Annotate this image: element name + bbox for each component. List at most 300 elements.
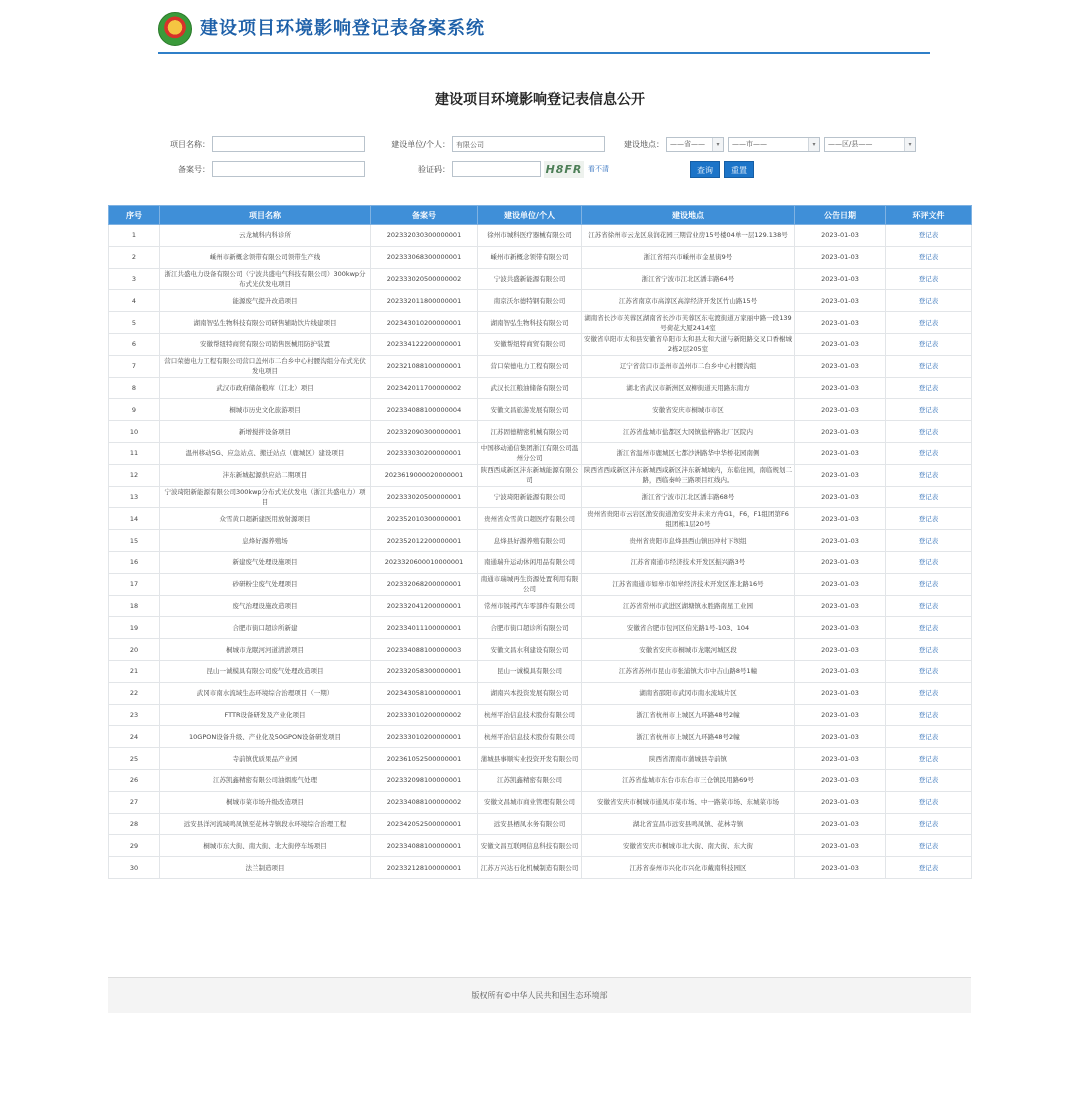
table-row (109, 835, 972, 857)
table-cell: 2023-01-03 (795, 573, 886, 595)
table-cell: 安徽省安庆市桐城市通凤市菜市场、中一路菜市场、东城菜市场 (582, 791, 795, 813)
table-cell: 浙江省宁波市江北区潘丰路64号 (582, 268, 795, 290)
table-cell: 贵州省众雪黄口超医疗有限公司 (478, 508, 582, 530)
table-cell: 5 (109, 312, 160, 334)
table-cell: 安徽省阜阳市太和县安徽省阜阳市太和县太和大道与新阳路交叉口香榭城2栋2层205室 (582, 333, 795, 355)
table-cell: 新增搅拌设备项目 (160, 421, 371, 443)
table-cell: 法兰制造项目 (160, 857, 371, 879)
col-header: 环评文件 (886, 206, 972, 225)
table-cell: 沣东新城起源供应站二期项目 (160, 464, 371, 486)
table-cell: 嵊州市新概念领带有限公司 (478, 246, 582, 268)
table-cell: FTTR设备研发及产业化项目 (160, 704, 371, 726)
table-cell: 4 (109, 290, 160, 312)
table-cell: 湖南省长沙市芙蓉区湖南省长沙市芙蓉区东屯渡街道万家丽中路一段139号荷花大厦2414室 (582, 312, 795, 334)
table-cell: 桐城市东大街、南大街、北大街停车场项目 (160, 835, 371, 857)
table-cell: 202333030200000001 (371, 442, 478, 464)
registration-form-link[interactable]: 登记表 (918, 405, 939, 414)
captcha-label: 验证码： (418, 165, 450, 174)
table-cell: 202352012200000001 (371, 530, 478, 552)
registration-form-link[interactable]: 登记表 (918, 689, 939, 698)
table-cell: 徐州市城科医疗器械有限公司 (478, 225, 582, 247)
table-cell: 2023-01-03 (795, 333, 886, 355)
table-cell: 南通市瑞城再生资源处置利用有限公司 (478, 573, 582, 595)
table-cell: 湖南智弘生物科技有限公司 (478, 312, 582, 334)
table-row (109, 442, 972, 464)
table-cell: 202332058300000001 (371, 660, 478, 682)
col-header: 建设地点 (582, 206, 795, 225)
table-cell: 202352010300000001 (371, 508, 478, 530)
table-cell: 202333020500000001 (371, 486, 478, 508)
table-cell: 2023-01-03 (795, 464, 886, 486)
table-row (109, 508, 972, 530)
table-cell: 桐城市菜市场升级改造项目 (160, 791, 371, 813)
table-cell (886, 486, 972, 508)
table-cell: 2023-01-03 (795, 551, 886, 573)
table-cell: 202333010200000002 (371, 704, 478, 726)
table-cell: 22 (109, 682, 160, 704)
table-cell: 远安县洋河流域鸣凤镇至花林寺镇段水环境综合治理工程 (160, 813, 371, 835)
table-row (109, 355, 972, 377)
table-row (109, 660, 972, 682)
table-cell: 陕西省渭南市蒲城县寺前镇 (582, 748, 795, 770)
table-cell (886, 551, 972, 573)
registration-form-link[interactable]: 登记表 (918, 623, 939, 632)
table-row (109, 748, 972, 770)
table-row (109, 617, 972, 639)
table-cell: 桐城市历史文化旅游项目 (160, 399, 371, 421)
table-cell: 安徽帮纽特商贸有限公司销售医械用防护装置 (160, 333, 371, 355)
table-cell: 10GPON设备升级、产业化及50GPON设备研发项目 (160, 726, 371, 748)
table-row (109, 726, 972, 748)
table-cell: 杭州平治信息技术股份有限公司 (478, 726, 582, 748)
col-header: 序号 (109, 206, 160, 225)
table-cell: 202334088100000001 (371, 835, 478, 857)
table-cell: 浙江省杭州市上城区九环路48号2幢 (582, 726, 795, 748)
table-cell: 江苏省盐城市盐都区大冈镇盐梓路北厂区院内 (582, 421, 795, 443)
table-cell: 2 (109, 246, 160, 268)
table-cell: 安徽省安庆市桐城市北大街、南大街、东大街 (582, 835, 795, 857)
table-row (109, 551, 972, 573)
table-cell: 1 (109, 225, 160, 247)
table-row (109, 791, 972, 813)
table-cell: 202334088100000003 (371, 639, 478, 661)
table-cell: 安徽文昌互联网信息科技有限公司 (478, 835, 582, 857)
table-cell: 29 (109, 835, 160, 857)
project-name-label: 项目名称： (170, 140, 210, 149)
table-cell: 能源废气提升改造项目 (160, 290, 371, 312)
registration-form-link[interactable]: 登记表 (918, 274, 939, 283)
registration-form-link[interactable]: 登记表 (918, 819, 939, 828)
registration-form-link[interactable]: 登记表 (918, 427, 939, 436)
table-cell: 湖南智弘生物科技有限公司研售辅助饮片线建项目 (160, 312, 371, 334)
table-header-row (109, 206, 972, 225)
location-label: 建设地点： (624, 140, 664, 149)
table-row (109, 464, 972, 486)
registration-form-link[interactable]: 登记表 (918, 318, 939, 327)
table-cell: 江苏省常州市武进区湖塘镇永胜路南星工业园 (582, 595, 795, 617)
table-cell: 宁波琦阳新能源有限公司 (478, 486, 582, 508)
table-cell: 江苏省苏州市昆山市张浦镇大市中吉山路8号1幢 (582, 660, 795, 682)
col-header: 备案号 (371, 206, 478, 225)
table-cell: 嵊州市新概念领带有限公司领带生产线 (160, 246, 371, 268)
registration-form-link[interactable]: 登记表 (918, 776, 939, 785)
table-cell: 2023-01-03 (795, 726, 886, 748)
table-row (109, 246, 972, 268)
registration-form-link[interactable]: 登记表 (918, 601, 939, 610)
table-cell: 2023-01-03 (795, 442, 886, 464)
table-row (109, 290, 972, 312)
table-cell: 云龙城科内科诊所 (160, 225, 371, 247)
col-header: 公告日期 (795, 206, 886, 225)
chevron-down-icon: ▾ (904, 138, 915, 151)
table-cell: 2023-01-03 (795, 508, 886, 530)
table-row (109, 682, 972, 704)
table-cell (886, 813, 972, 835)
captcha-input[interactable] (452, 161, 541, 177)
table-cell: 2023-01-03 (795, 813, 886, 835)
table-row (109, 813, 972, 835)
results-table (108, 205, 972, 879)
table-row (109, 312, 972, 334)
registration-form-link[interactable]: 登记表 (918, 580, 939, 589)
table-cell: 2023-01-03 (795, 682, 886, 704)
table-cell: 湖北省武汉市新洲区双柳街道天用路东南方 (582, 377, 795, 399)
table-cell: 25 (109, 748, 160, 770)
table-cell: 202333020500000002 (371, 268, 478, 290)
registration-form-link[interactable]: 登记表 (918, 449, 939, 458)
table-cell: 江苏万兴达石化机械制造有限公司 (478, 857, 582, 879)
table-cell: 2023-01-03 (795, 312, 886, 334)
table-cell: 21 (109, 660, 160, 682)
table-row (109, 225, 972, 247)
table-cell (886, 530, 972, 552)
table-cell: 合肥市街口超诊所新建 (160, 617, 371, 639)
table-cell: 2023-01-03 (795, 486, 886, 508)
table-cell: 浙江省绍兴市嵊州市金星街9号 (582, 246, 795, 268)
table-cell: 湖北省宜昌市远安县鸣凤镇、花林寺镇 (582, 813, 795, 835)
table-cell: 2023-01-03 (795, 377, 886, 399)
table-cell: 宁波琦阳新能源有限公司300kwp分布式光伏发电（浙江共盛电力）项目 (160, 486, 371, 508)
table-cell: 辽宁省营口市盖州市盖州市二台乡中心村腰沟组 (582, 355, 795, 377)
district-select[interactable]: ——区/县—— ▾ (824, 137, 916, 152)
table-cell: 武汉市政府储备粮库（江北）项目 (160, 377, 371, 399)
table-cell: 湖南兴本投资发展有限公司 (478, 682, 582, 704)
table-cell (886, 573, 972, 595)
page-title: 建设项目环境影响登记表信息公开 (435, 92, 645, 108)
table-cell: 温州移动5G、应急站点、搬迁站点（鹿城区）建设项目 (160, 442, 371, 464)
table-cell: 15 (109, 530, 160, 552)
table-cell: 14 (109, 508, 160, 530)
registration-form-link[interactable]: 登记表 (918, 492, 939, 501)
table-cell: 安徽省安庆市桐城市龙眠河城区段 (582, 639, 795, 661)
registration-form-link[interactable]: 登记表 (918, 340, 939, 349)
registration-form-link[interactable]: 登记表 (918, 710, 939, 719)
city-select[interactable]: ——市—— ▾ (728, 137, 820, 152)
site-title: 建设项目环境影响登记表备案系统 (200, 18, 485, 39)
table-cell: 江苏凯鑫精密有限公司 (478, 769, 582, 791)
registration-form-link[interactable]: 登记表 (918, 362, 939, 371)
registration-form-link[interactable]: 登记表 (918, 296, 939, 305)
table-cell: 2023-01-03 (795, 355, 886, 377)
table-cell: 贵州省贵阳市息烽县西山镇田冲村下坝组 (582, 530, 795, 552)
registration-form-link[interactable]: 登记表 (918, 253, 939, 262)
table-row (109, 704, 972, 726)
table-row (109, 486, 972, 508)
table-cell: 13 (109, 486, 160, 508)
table-cell: 202334088100000004 (371, 399, 478, 421)
table-cell: 息烽好源养殖场 (160, 530, 371, 552)
table-cell: 安徽帮纽特商贸有限公司 (478, 333, 582, 355)
table-cell: 9 (109, 399, 160, 421)
table-cell: 安徽省安庆市桐城市市区 (582, 399, 795, 421)
captcha-image[interactable]: H8FR (545, 163, 583, 176)
table-cell: 安徽文昌旅游发展有限公司 (478, 399, 582, 421)
table-cell: 3 (109, 268, 160, 290)
table-cell: 营口荣德电力工程有限公司 (478, 355, 582, 377)
table-cell: 武汉长江粮油储备有限公司 (478, 377, 582, 399)
table-cell: 息烽县好源养殖有限公司 (478, 530, 582, 552)
table-cell (886, 442, 972, 464)
table-cell: 废气治理设施改造项目 (160, 595, 371, 617)
table-cell (886, 421, 972, 443)
table-row (109, 333, 972, 355)
registration-form-link[interactable]: 登记表 (918, 471, 939, 480)
table-cell: 16 (109, 551, 160, 573)
footer-copyright: 版权所有©中华人民共和国生态环境部 (108, 977, 971, 1013)
table-cell: 6 (109, 333, 160, 355)
table-cell: 18 (109, 595, 160, 617)
table-cell (886, 704, 972, 726)
table-cell (886, 377, 972, 399)
table-cell: 20 (109, 639, 160, 661)
table-cell: 武冈市南水流域生态环境综合治理项目（一期） (160, 682, 371, 704)
table-cell: 营口荣德电力工程有限公司营口盖州市二台乡中心村腰沟组分布式光伏发电项目 (160, 355, 371, 377)
table-cell: 30 (109, 857, 160, 879)
registration-form-link[interactable]: 登记表 (918, 514, 939, 523)
table-cell: 南京沃尔德特钢有限公司 (478, 290, 582, 312)
registration-form-link[interactable]: 登记表 (918, 231, 939, 240)
chevron-down-icon: ▾ (808, 138, 819, 151)
table-cell: 2023-01-03 (795, 595, 886, 617)
table-cell: 202334122200000001 (371, 333, 478, 355)
record-no-label: 备案号： (178, 165, 210, 174)
table-cell: 桐城市龙眠河河道清淤项目 (160, 639, 371, 661)
table-cell: 蒲城县事顺实业投资开发有限公司 (478, 748, 582, 770)
table-cell: 陕西西咸新区沣东新城能源有限公司 (478, 464, 582, 486)
table-cell: 2023320600010000001 (371, 551, 478, 573)
table-cell: 合肥市街口超诊所有限公司 (478, 617, 582, 639)
table-cell: 26 (109, 769, 160, 791)
table-cell: 2023-01-03 (795, 290, 886, 312)
table-cell: 安徽省合肥市包河区伯光路1号-103、104 (582, 617, 795, 639)
table-cell: 2023-01-03 (795, 835, 886, 857)
table-cell: 202332128100000001 (371, 857, 478, 879)
unit-input[interactable]: 有限公司 (452, 136, 605, 152)
table-row (109, 769, 972, 791)
table-cell: 江苏省盐城市东台市东台市三仓镇民用路69号 (582, 769, 795, 791)
table-cell: 202342052500000001 (371, 813, 478, 835)
registration-form-link[interactable]: 登记表 (918, 754, 939, 763)
registration-form-link[interactable]: 登记表 (918, 667, 939, 676)
table-cell: 江苏凯鑫精密有限公司油烟废气处理 (160, 769, 371, 791)
table-cell: 202334011100000001 (371, 617, 478, 639)
table-cell (886, 355, 972, 377)
table-cell: 砂研粉尘废气处理项目 (160, 573, 371, 595)
table-cell (886, 268, 972, 290)
table-cell: 2023-01-03 (795, 660, 886, 682)
table-cell: 湖南省邵阳市武冈市南水流域片区 (582, 682, 795, 704)
table-row (109, 639, 972, 661)
table-cell: 202332068200000001 (371, 573, 478, 595)
table-cell: 贵州省贵阳市云岩区渔安街道渔安安井未来方舟G1，F6，F1组团第F6组团栋1层20号 (582, 508, 795, 530)
table-cell (886, 835, 972, 857)
table-cell: 202361052500000001 (371, 748, 478, 770)
table-cell: 202333010200000001 (371, 726, 478, 748)
table-cell: 2023-01-03 (795, 748, 886, 770)
table-cell (886, 399, 972, 421)
table-cell: 远安县栖凤水务有限公司 (478, 813, 582, 835)
table-cell: 安徽文昌水利建设有限公司 (478, 639, 582, 661)
table-cell: 202334088100000002 (371, 791, 478, 813)
registration-form-link[interactable]: 登记表 (918, 558, 939, 567)
table-cell: 江苏省南通市经济技术开发区振兴路3号 (582, 551, 795, 573)
table-cell: 常州市锐邦汽车零部件有限公司 (478, 595, 582, 617)
table-cell: 2023-01-03 (795, 617, 886, 639)
table-cell (886, 508, 972, 530)
table-cell: 202332030300000001 (371, 225, 478, 247)
table-cell: 202332011800000001 (371, 290, 478, 312)
table-cell: 2023-01-03 (795, 857, 886, 879)
table-cell: 2023-01-03 (795, 246, 886, 268)
table-cell (886, 312, 972, 334)
table-cell: 江苏省南通市如皋市如皋经济技术开发区淮北路16号 (582, 573, 795, 595)
table-cell: 寺前镇优质果品产业园 (160, 748, 371, 770)
table-cell: 28 (109, 813, 160, 835)
table-cell: 江苏省南京市高淳区高淳经济开发区竹山路15号 (582, 290, 795, 312)
table-cell (886, 857, 972, 879)
table-cell: 江苏固德精密机械有限公司 (478, 421, 582, 443)
table-cell: 2023-01-03 (795, 421, 886, 443)
registration-form-link[interactable]: 登记表 (918, 732, 939, 741)
table-cell (886, 769, 972, 791)
table-cell (886, 748, 972, 770)
table-cell: 2023619000020000001 (371, 464, 478, 486)
chevron-down-icon: ▾ (712, 138, 723, 151)
table-cell: 7 (109, 355, 160, 377)
table-cell: 浙江省杭州市上城区九环路48号2幢 (582, 704, 795, 726)
unit-label: 建设单位/个人： (391, 140, 450, 149)
table-row (109, 595, 972, 617)
table-cell: 202332090300000001 (371, 421, 478, 443)
emblem-logo-icon (158, 12, 192, 46)
table-cell: 2023-01-03 (795, 791, 886, 813)
table-cell: 南通瑞升运动休闲用品有限公司 (478, 551, 582, 573)
table-row (109, 857, 972, 879)
registration-form-link[interactable]: 登记表 (918, 536, 939, 545)
captcha-refresh-link[interactable]: 看不清 (588, 165, 609, 173)
table-cell: 2023-01-03 (795, 399, 886, 421)
table-row (109, 377, 972, 399)
table-cell: 17 (109, 573, 160, 595)
table-cell (886, 464, 972, 486)
table-cell: 202343058100000001 (371, 682, 478, 704)
table-cell (886, 791, 972, 813)
table-cell: 陕西省西咸新区沣东新城西咸新区沣东新城城内，东临住园，南临规划二路，西临秦岭三路项目红线内。 (582, 464, 795, 486)
table-cell (886, 726, 972, 748)
table-cell: 202342011700000002 (371, 377, 478, 399)
table-row (109, 573, 972, 595)
table-cell: 2023-01-03 (795, 225, 886, 247)
table-row (109, 399, 972, 421)
table-cell (886, 333, 972, 355)
site-header (158, 8, 930, 54)
col-header: 建设单位/个人 (478, 206, 582, 225)
table-cell (886, 595, 972, 617)
table-cell: 浙江省温州市鹿城区七都沙洲路华中华桥花园南侧 (582, 442, 795, 464)
record-no-input[interactable] (212, 161, 365, 177)
table-row (109, 530, 972, 552)
table-cell: 昆山一诚模具有限公司废气处理改造项目 (160, 660, 371, 682)
table-cell: 2023-01-03 (795, 530, 886, 552)
registration-form-link[interactable]: 登记表 (918, 841, 939, 850)
table-cell (886, 617, 972, 639)
table-cell: 安徽文昌城市商业管理有限公司 (478, 791, 582, 813)
table-cell: 10 (109, 421, 160, 443)
table-cell: 27 (109, 791, 160, 813)
table-cell: 新建废气处理设施项目 (160, 551, 371, 573)
table-cell: 12 (109, 464, 160, 486)
registration-form-link[interactable]: 登记表 (918, 645, 939, 654)
project-name-input[interactable] (212, 136, 365, 152)
table-cell: 昆山一诚模具有限公司 (478, 660, 582, 682)
table-cell: 江苏省徐州市云龙区泉润花园三期营业房15号楼04单一层129.138号 (582, 225, 795, 247)
col-header: 项目名称 (160, 206, 371, 225)
table-cell: 8 (109, 377, 160, 399)
table-cell: 202333068300000001 (371, 246, 478, 268)
table-cell: 众雪黄口超新建医用放射源项目 (160, 508, 371, 530)
table-cell: 11 (109, 442, 160, 464)
table-cell: 江苏省泰州市兴化市兴化市戴南科技园区 (582, 857, 795, 879)
table-cell (886, 682, 972, 704)
registration-form-link[interactable]: 登记表 (918, 798, 939, 807)
registration-form-link[interactable]: 登记表 (918, 863, 939, 872)
table-cell (886, 660, 972, 682)
table-cell: 2023-01-03 (795, 268, 886, 290)
province-select[interactable]: ——省—— ▾ (666, 137, 724, 152)
table-cell: 24 (109, 726, 160, 748)
table-cell: 2023-01-03 (795, 704, 886, 726)
table-cell: 中国移动通信集团浙江有限公司温州分公司 (478, 442, 582, 464)
table-row (109, 421, 972, 443)
table-cell: 202332098100000001 (371, 769, 478, 791)
table-cell (886, 290, 972, 312)
reset-button[interactable]: 重置 (724, 161, 754, 178)
table-cell: 杭州平治信息技术股份有限公司 (478, 704, 582, 726)
query-button[interactable]: 查询 (690, 161, 720, 178)
table-cell: 19 (109, 617, 160, 639)
table-cell: 202321088100000001 (371, 355, 478, 377)
table-cell: 2023-01-03 (795, 639, 886, 661)
table-cell: 202332041200000001 (371, 595, 478, 617)
table-cell: 浙江省宁波市江北区潘丰路68号 (582, 486, 795, 508)
table-cell (886, 246, 972, 268)
table-cell (886, 639, 972, 661)
table-cell: 2023-01-03 (795, 769, 886, 791)
table-cell: 202343010200000001 (371, 312, 478, 334)
registration-form-link[interactable]: 登记表 (918, 383, 939, 392)
table-cell: 宁波共盛新能源有限公司 (478, 268, 582, 290)
table-cell: 23 (109, 704, 160, 726)
